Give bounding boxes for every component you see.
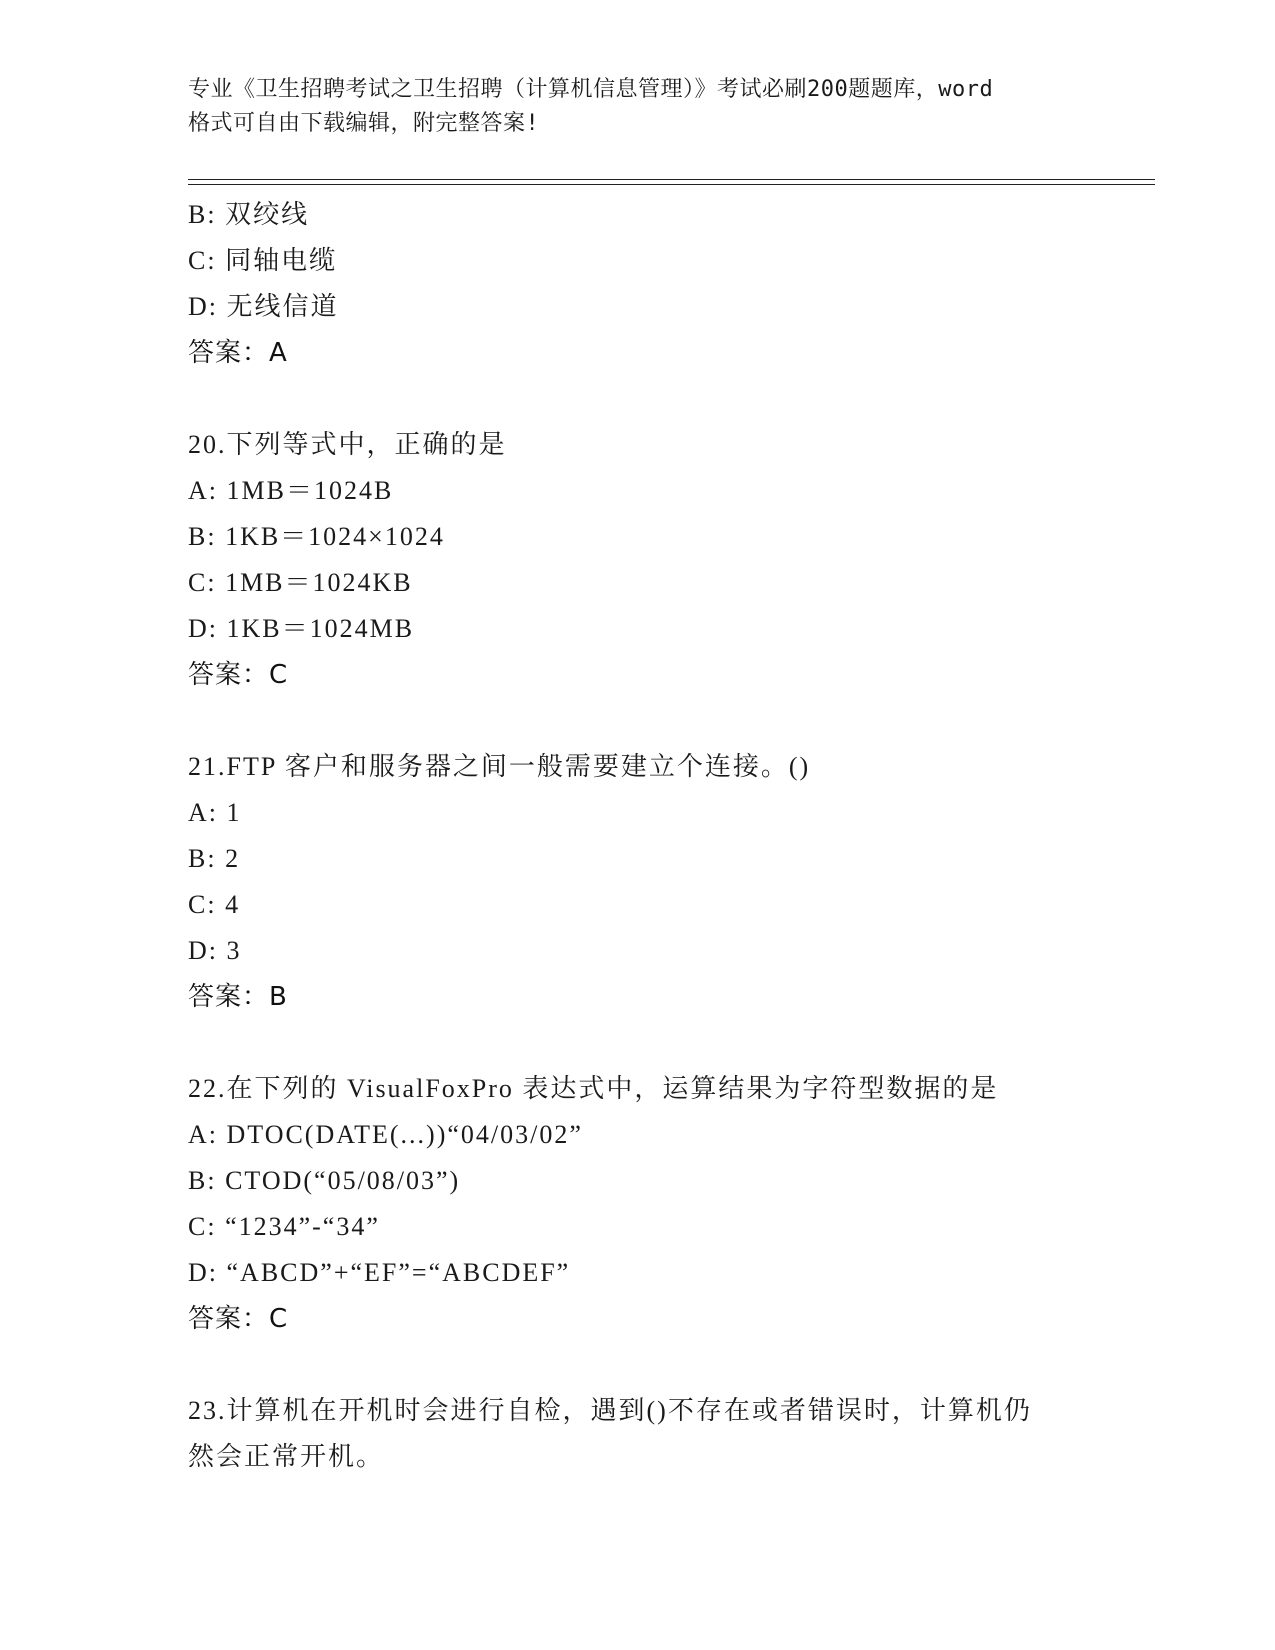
question-stem-line-1: 23.计算机在开机时会进行自检，遇到()不存在或者错误时，计算机仍	[188, 1396, 1032, 1425]
question-stem: 20.下列等式中，正确的是	[188, 430, 507, 459]
question-22	[188, 1066, 1088, 1342]
option-a: A: 1	[188, 798, 242, 827]
question-23	[188, 1388, 1088, 1480]
header-rule-top	[188, 179, 1155, 180]
answer-label: 答案：A	[188, 338, 288, 368]
option-b: B: CTOD(“05/08/03”)	[188, 1166, 461, 1195]
option-a: A: 1MB＝1024B	[188, 476, 394, 505]
answer-label: 答案：C	[188, 1304, 289, 1334]
header-line-1: 专业《卫生招聘考试之卫生招聘（计算机信息管理）》考试必刷200题题库，word	[188, 77, 994, 102]
document-header	[188, 73, 1088, 141]
option-d: D: 1KB＝1024MB	[188, 614, 415, 643]
question-list	[188, 192, 1088, 1480]
header-rule-bottom	[188, 184, 1155, 185]
question-20	[188, 422, 1088, 698]
answer-label: 答案：B	[188, 982, 288, 1012]
option-d: D: 3	[188, 936, 242, 965]
option-c: C: 4	[188, 890, 241, 919]
spacer	[188, 376, 1088, 422]
answer-label: 答案：C	[188, 660, 289, 690]
option-a: A: DTOC(DATE(...))“04/03/02”	[188, 1120, 583, 1149]
option-d: D: 无线信道	[188, 292, 339, 321]
option-d: D: “ABCD”+“EF”=“ABCDEF”	[188, 1258, 571, 1287]
question-stem-line-2: 然会正常开机。	[188, 1442, 385, 1471]
question-19	[188, 192, 1088, 376]
spacer	[188, 698, 1088, 744]
option-b: B: 2	[188, 844, 241, 873]
spacer	[188, 1342, 1088, 1388]
question-stem: 21.FTP 客户和服务器之间一般需要建立个连接。()	[188, 752, 811, 781]
header-line-2: 格式可自由下载编辑，附完整答案!	[188, 111, 540, 136]
question-21	[188, 744, 1088, 1020]
option-b: B: 1KB＝1024×1024	[188, 522, 445, 551]
question-stem: 22.在下列的 VisualFoxPro 表达式中，运算结果为字符型数据的是	[188, 1074, 999, 1103]
option-c: C: 1MB＝1024KB	[188, 568, 413, 597]
spacer	[188, 1020, 1088, 1066]
option-c: C: 同轴电缆	[188, 246, 338, 275]
option-b: B: 双绞线	[188, 200, 310, 229]
option-c: C: “1234”-“34”	[188, 1212, 380, 1241]
